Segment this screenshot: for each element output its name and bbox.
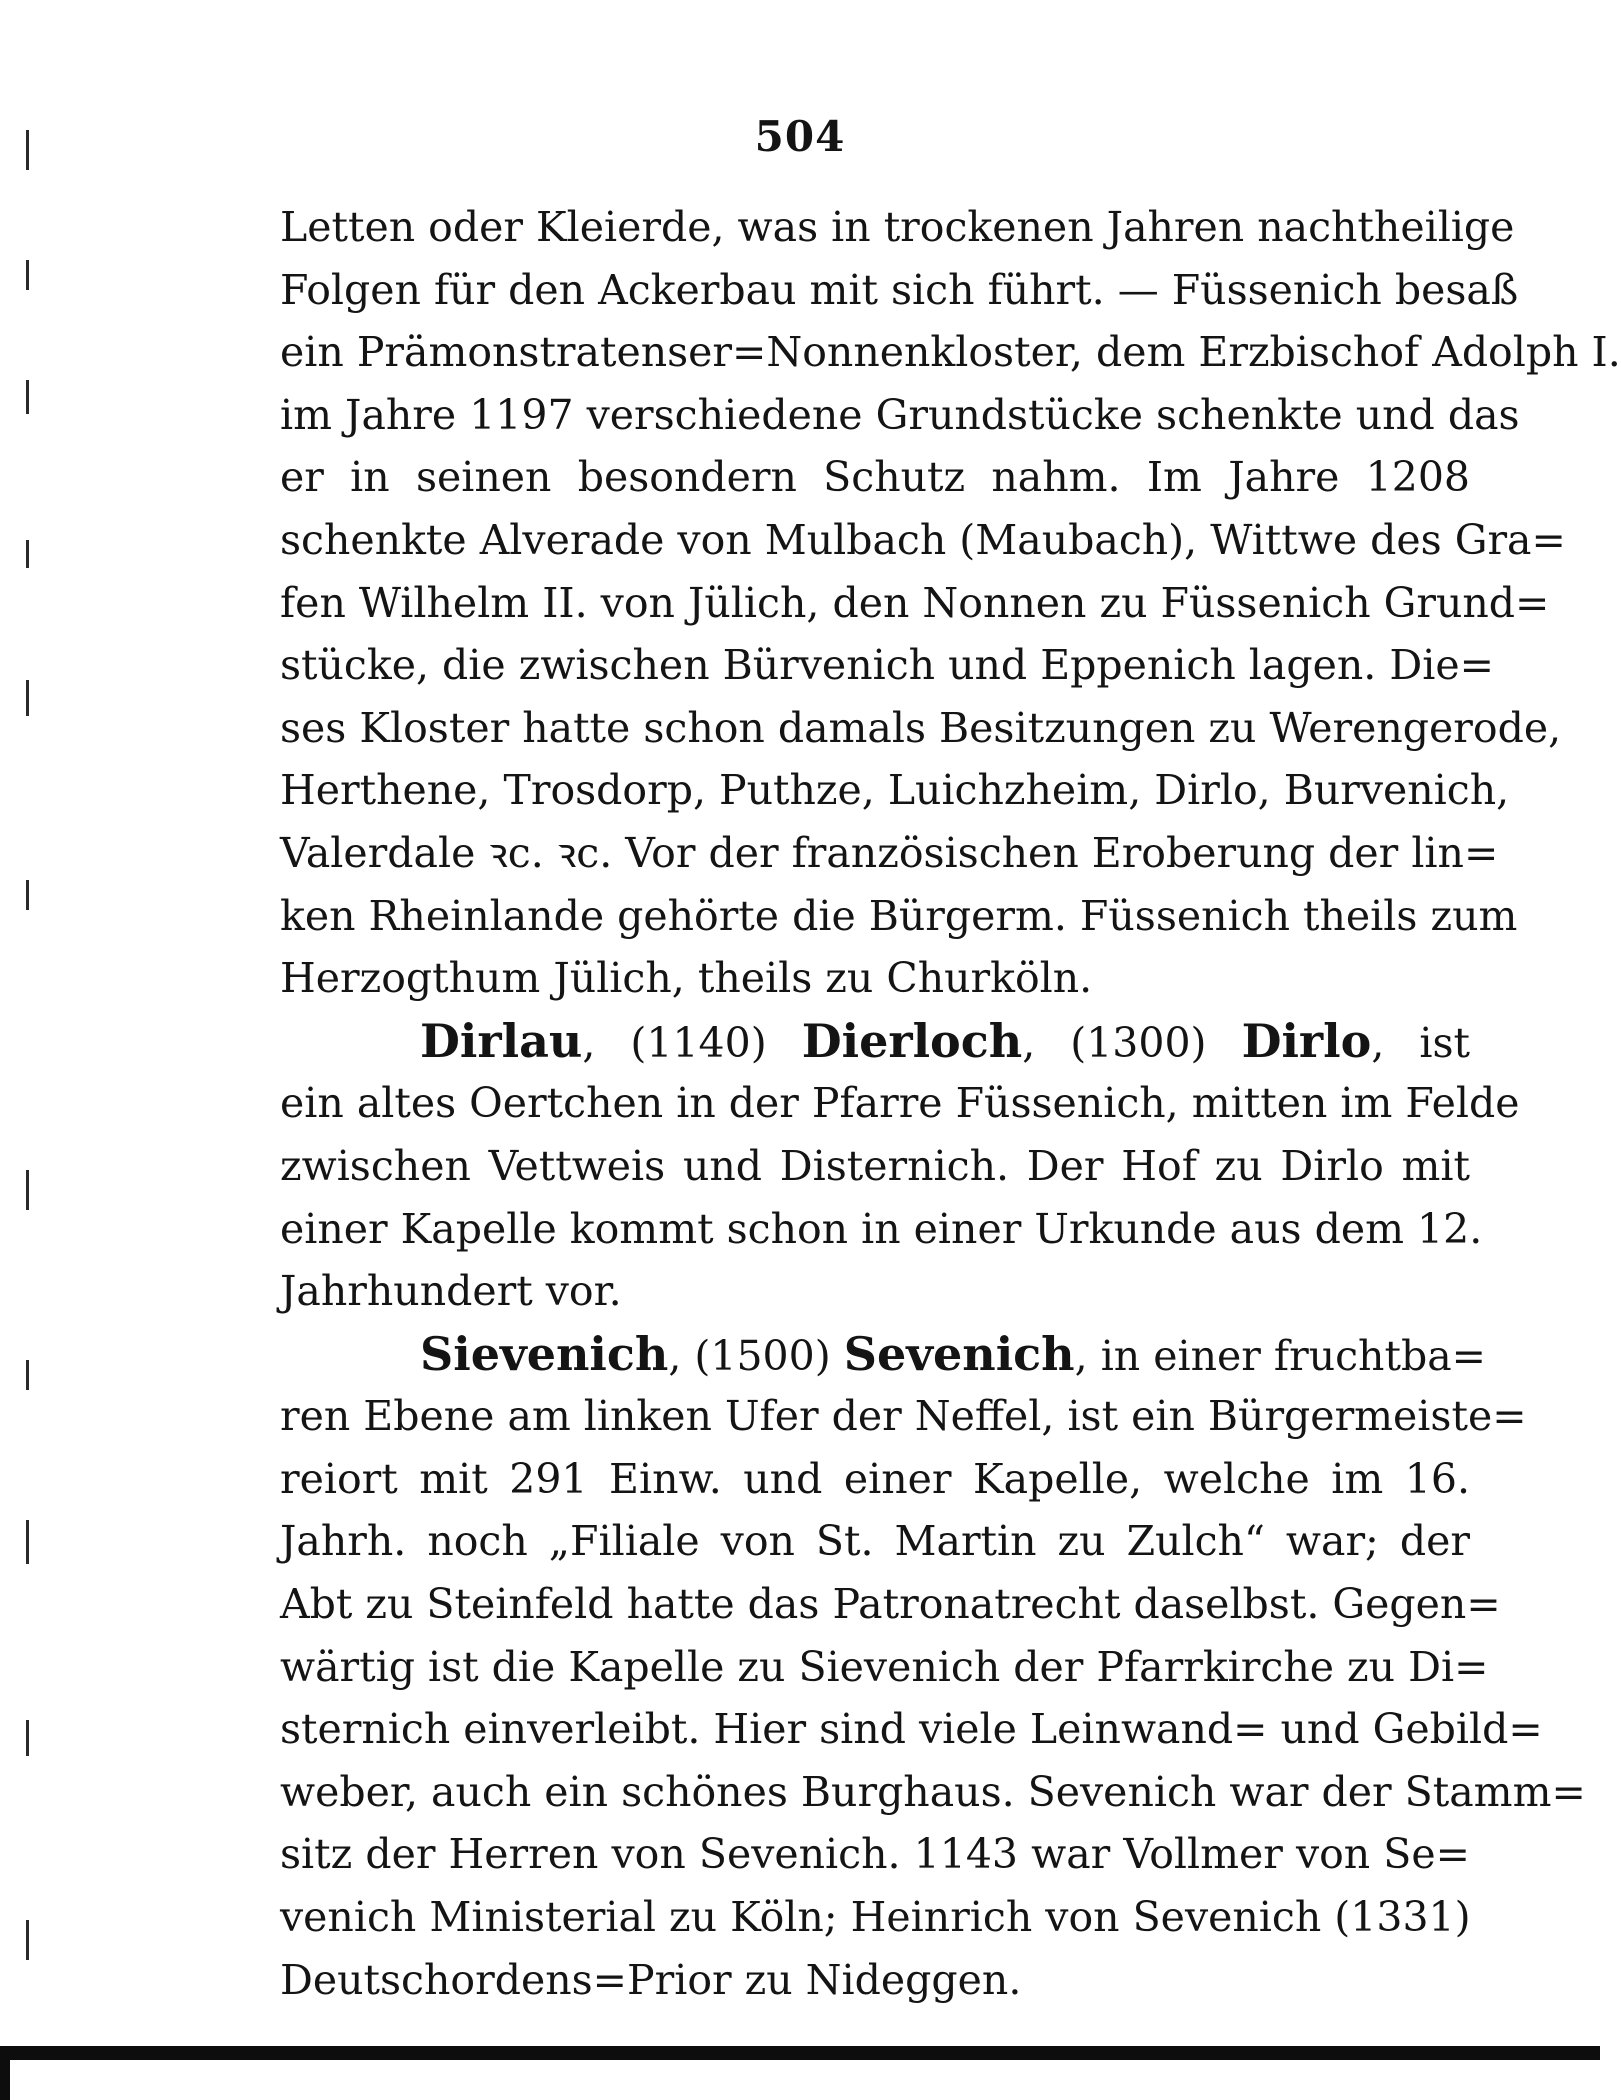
paragraph-fuessenich-continuation — [280, 196, 1621, 1010]
text-line: Abt zu Steinfeld hatte das Patronatrecht daselbst. Gegen= — [280, 1580, 1501, 1629]
text-line: Jahrh. noch „Filiale von St. Martin zu Zulch“ war; der — [280, 1517, 1470, 1566]
body-text — [280, 196, 1621, 2011]
text-line: einer Kapelle kommt schon in einer Urkunde aus dem 12. — [280, 1204, 1483, 1253]
text-line: Valerdale ꝛc. ꝛc. Vor der französischen Eroberung der lin= — [280, 828, 1499, 877]
headword: Dierloch — [801, 1013, 1023, 1068]
text-line: ein altes Oertchen in der Pfarre Füssenich, mitten im Felde — [280, 1079, 1520, 1128]
text-line: wärtig ist die Kapelle zu Sievenich der Pfarrkirche zu Di= — [280, 1642, 1489, 1691]
text-line: schenkte Alverade von Mulbach (Maubach), Wittwe des Gra= — [280, 515, 1566, 564]
text-line: ren Ebene am linken Ufer der Neffel, ist ein Bürgermeiste= — [280, 1392, 1527, 1441]
text-line: Deutschordens=Prior zu Nideggen. — [280, 1955, 1022, 2004]
entry-heading-line — [280, 1323, 1486, 1386]
page-number: 504 — [754, 112, 846, 161]
heading-text: , ist — [1371, 1018, 1470, 1067]
entry-sievenich — [280, 1323, 1586, 2012]
text-line: ses Kloster hatte schon damals Besitzungen zu Werengerode, — [280, 703, 1562, 752]
headword: Dirlau — [420, 1013, 583, 1068]
heading-text: , in einer fruchtba= — [1074, 1331, 1486, 1380]
entry-dirlau — [280, 1010, 1520, 1323]
text-line: er in seinen besondern Schutz nahm. Im Jahre 1208 — [280, 453, 1470, 502]
text-line: zwischen Vettweis und Disternich. Der Hof zu Dirlo mit — [280, 1141, 1470, 1190]
page-edge-rule — [0, 2046, 1600, 2060]
text-line: fen Wilhelm II. von Jülich, den Nonnen zu Füssenich Grund= — [280, 578, 1550, 627]
text-line: Herzogthum Jülich, theils zu Churköln. — [280, 954, 1093, 1003]
headword: Sevenich — [843, 1326, 1075, 1381]
text-line: ein Prämonstratenser=Nonnenkloster, dem Erzbischof Adolph I. — [280, 328, 1621, 377]
text-line: weber, auch ein schönes Burghaus. Sevenich war der Stamm= — [280, 1767, 1586, 1816]
text-line: Jahrhundert vor. — [280, 1267, 622, 1316]
text-line: Herthene, Trosdorp, Puthze, Luichzheim, Dirlo, Burvenich, — [280, 766, 1510, 815]
text-line: im Jahre 1197 verschiedene Grundstücke schenkte und das — [280, 390, 1520, 439]
text-line: sternich einverleibt. Hier sind viele Leinwand= und Gebild= — [280, 1705, 1543, 1754]
page-edge-corner — [0, 2046, 10, 2100]
entry-heading-line — [280, 1010, 1470, 1073]
text-line: venich Ministerial zu Köln; Heinrich von Sevenich (1331) — [280, 1893, 1471, 1942]
text-line: stücke, die zwischen Bürvenich und Eppenich lagen. Die= — [280, 641, 1494, 690]
heading-text: , (1300) — [1022, 1018, 1242, 1067]
text-line: ken Rheinlande gehörte die Bürgerm. Füssenich theils zum — [280, 891, 1518, 940]
headword: Sievenich — [420, 1326, 669, 1381]
text-line: Folgen für den Ackerbau mit sich führt. — Füssenich besaß — [280, 265, 1519, 314]
heading-text: , (1140) — [582, 1018, 802, 1067]
scan-gutter-marks — [18, 120, 38, 2000]
text-line: sitz der Herren von Sevenich. 1143 war Vollmer von Se= — [280, 1830, 1470, 1879]
headword: Dirlo — [1241, 1013, 1372, 1068]
text-line: reiort mit 291 Einw. und einer Kapelle, welche im 16. — [280, 1454, 1470, 1503]
heading-text: , (1500) — [668, 1331, 844, 1380]
text-line: Letten oder Kleierde, was in trockenen Jahren nachtheilige — [280, 203, 1515, 251]
